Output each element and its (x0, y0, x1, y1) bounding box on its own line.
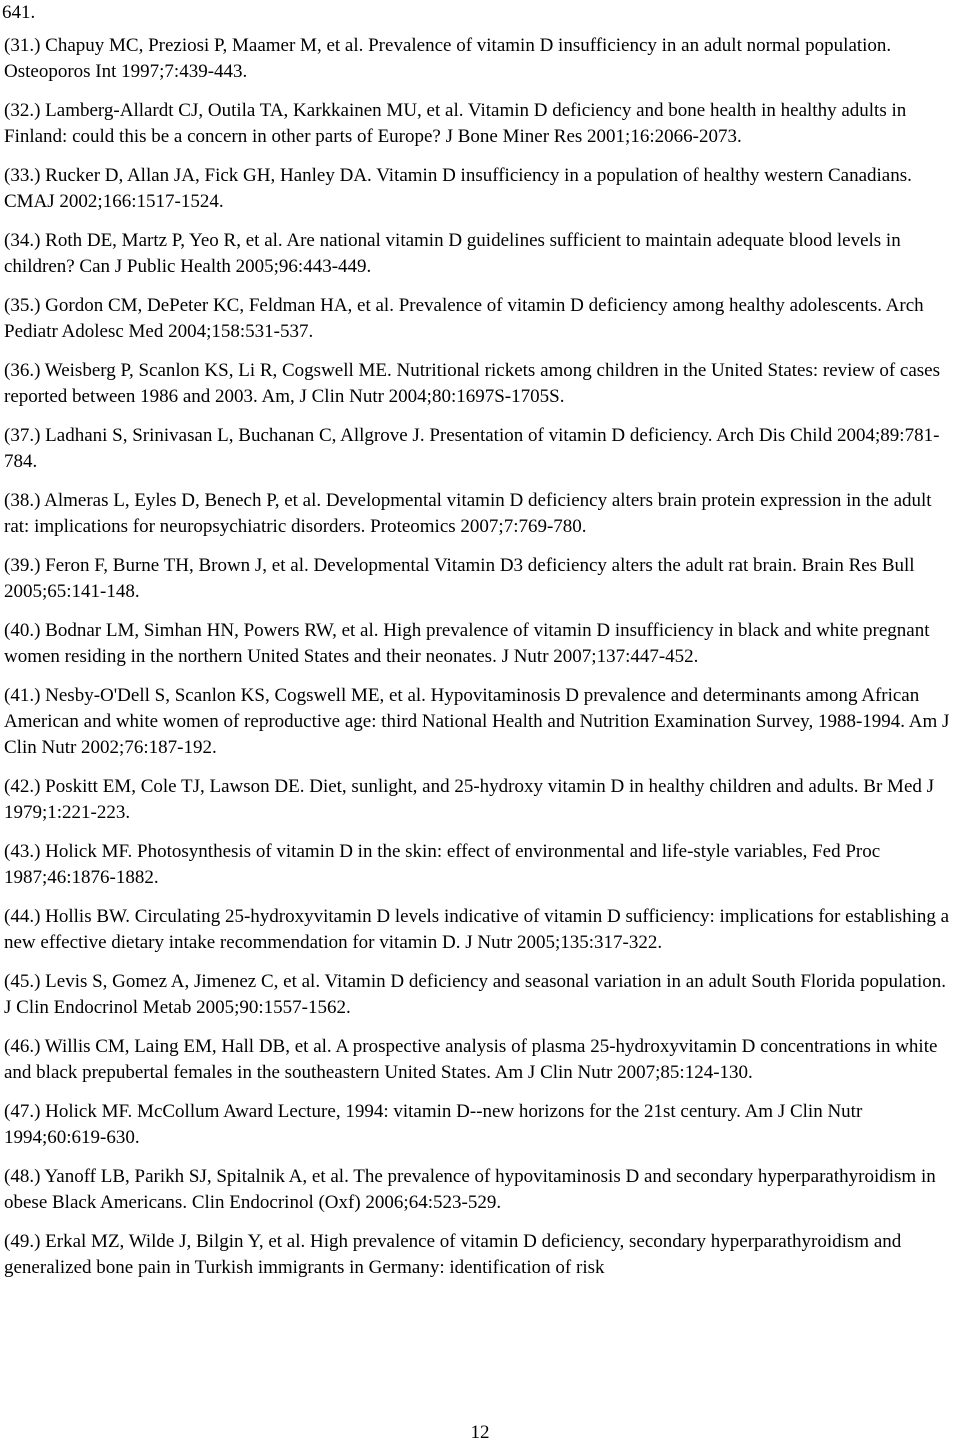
reference-item: (42.) Poskitt EM, Cole TJ, Lawson DE. Diet, sunlight, and 25-hydroxy vitamin D in healthy children and adults. Br Med J 1979;1:221-223. (4, 776, 935, 823)
reference-item: (35.) Gordon CM, DePeter KC, Feldman HA, et al. Prevalence of vitamin D deficiency among healthy adolescents. Arch Pediatr Adolesc Med 2004;158:531-537. (4, 295, 924, 342)
reference-item: (41.) Nesby-O'Dell S, Scanlon KS, Cogswell ME, et al. Hypovitaminosis D prevalence and determinants among African American and white women of reproductive age: third National Health and Nutrition Examination Survey, 1988-1994. Am J Clin Nutr 2002;76:187-192. (4, 685, 950, 758)
reference-item: (37.) Ladhani S, Srinivasan L, Buchanan C, Allgrove J. Presentation of vitamin D deficiency. Arch Dis Child 2004;89:781-784. (4, 425, 940, 472)
reference-item: (39.) Feron F, Burne TH, Brown J, et al. Developmental Vitamin D3 deficiency alters the adult rat brain. Brain Res Bull 2005;65:141-148. (4, 555, 915, 602)
continued-citation-text: 641. (2, 2, 36, 23)
reference-item: (32.) Lamberg-Allardt CJ, Outila TA, Karkkainen MU, et al. Vitamin D deficiency and bone health in healthy adults in Finland: could this be a concern in other parts of Europe? J Bone Miner Res 2001;16:2066-2073. (4, 100, 907, 147)
reference-item: (47.) Holick MF. McCollum Award Lecture, 1994: vitamin D--new horizons for the 21st century. Am J Clin Nutr 1994;60:619-630. (4, 1101, 863, 1148)
reference-item: (38.) Almeras L, Eyles D, Benech P, et al. Developmental vitamin D deficiency alters brain protein expression in the adult rat: implications for neuropsychiatric disorders. Proteomics 2007;7:769-780. (4, 490, 932, 537)
reference-item: (49.) Erkal MZ, Wilde J, Bilgin Y, et al. High prevalence of vitamin D deficiency, secondary hyperparathyroidism and generalized bone pain in Turkish immigrants in Germany: identification of risk (4, 1231, 902, 1278)
reference-item: (33.) Rucker D, Allan JA, Fick GH, Hanley DA. Vitamin D insufficiency in a population of healthy western Canadians. CMAJ 2002;166:1517-1524. (4, 165, 912, 212)
reference-list (4, 33, 958, 1294)
reference-item: (34.) Roth DE, Martz P, Yeo R, et al. Are national vitamin D guidelines sufficient to maintain adequate blood levels in children? Can J Public Health 2005;96:443-449. (4, 230, 901, 277)
page-number: 12 (470, 1422, 490, 1443)
reference-item: (44.) Hollis BW. Circulating 25-hydroxyvitamin D levels indicative of vitamin D sufficiency: implications for establishing a new effective dietary intake recommendation for vitamin D. J Nutr 2005;135:317-322. (4, 906, 950, 953)
reference-item: (43.) Holick MF. Photosynthesis of vitamin D in the skin: effect of environmental and life-style variables, Fed Proc 1987;46:1876-1882. (4, 841, 881, 888)
reference-item: (31.) Chapuy MC, Preziosi P, Maamer M, et al. Prevalence of vitamin D insufficiency in an adult normal population. Osteoporos Int 1997;7:439-443. (4, 35, 892, 82)
reference-item: (46.) Willis CM, Laing EM, Hall DB, et al. A prospective analysis of plasma 25-hydroxyvitamin D concentrations in white and black prepubertal females in the southeastern United States. Am J Clin Nutr 2007;85:124-130. (4, 1036, 938, 1083)
reference-item: (45.) Levis S, Gomez A, Jimenez C, et al. Vitamin D deficiency and seasonal variation in an adult South Florida population. J Clin Endocrinol Metab 2005;90:1557-1562. (4, 971, 946, 1018)
reference-item: (48.) Yanoff LB, Parikh SJ, Spitalnik A, et al. The prevalence of hypovitaminosis D and secondary hyperparathyroidism in obese Black Americans. Clin Endocrinol (Oxf) 2006;64:523-529. (4, 1166, 936, 1213)
reference-item: (40.) Bodnar LM, Simhan HN, Powers RW, et al. High prevalence of vitamin D insufficiency in black and white pregnant women residing in the northern United States and their neonates. J Nutr 2007;137:447-452. (4, 620, 930, 667)
reference-item: (36.) Weisberg P, Scanlon KS, Li R, Cogswell ME. Nutritional rickets among children in the United States: review of cases reported between 1986 and 2003. Am, J Clin Nutr 2004;80:1697S-1705S. (4, 360, 941, 407)
